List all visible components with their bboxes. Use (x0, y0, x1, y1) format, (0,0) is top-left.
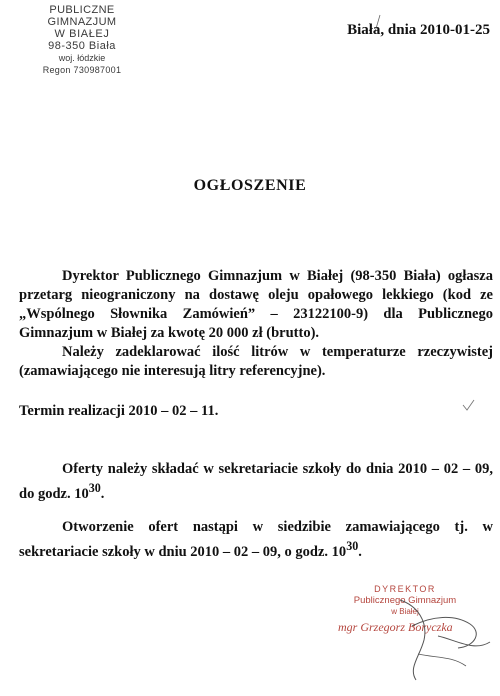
stamp-regon: Regon 730987001 (42, 65, 122, 75)
stamp-postal-address: 98-350 Biała (48, 40, 116, 52)
offers-time-superscript: 30 (88, 481, 101, 495)
deadline-text: Termin realizacji 2010 – 02 – 11. (19, 403, 219, 419)
director-stamp-title: DYREKTOR (374, 584, 436, 594)
paragraph-opening (19, 518, 493, 562)
handwritten-signature (358, 596, 498, 686)
declaration-text: Należy zadeklarować ilość litrów w temperaturze rzeczywistej (zamawiającego nie interesują litry referencyjne). (19, 344, 493, 379)
stamp-voivodeship: woj. łódzkie (58, 53, 106, 63)
paragraph-offers (19, 460, 493, 504)
stamp-school-name: PUBLICZNE GIMNAZJUM (47, 4, 117, 28)
school-header-stamp (18, 4, 146, 76)
offers-end: . (100, 485, 105, 502)
opening-text (19, 518, 493, 562)
paragraph-deadline (19, 402, 493, 421)
announcement-text: Dyrektor Publicznego Gimnazjum w Białej (98-350 Biała) ogłasza przetarg nieograniczony na dostawę oleju opałowego lekkiego (kod ze „Wspólnego Słownika Zamówień” – 23122100-9) dla Publicznego Gimnazjum w Białej za kwotę 20 000 zł (brutto). (19, 268, 493, 341)
document-title: OGŁOSZENIE (193, 177, 307, 194)
paragraph-declaration (19, 343, 493, 381)
director-stamp-school: Publicznego Gimnazjum (353, 595, 457, 606)
opening-main: Otworzenie ofert nastąpi w siedzibie zamawiającego tj. w sekretariacie szkoły w dniu 2010 – 02 – 09, o godz. 10 (19, 519, 493, 560)
director-stamp-location: w Białej (391, 607, 419, 616)
opening-time-superscript: 30 (346, 539, 359, 553)
director-name: mgr Grzegorz Boryczka (338, 620, 453, 634)
opening-end: . (358, 543, 362, 560)
offers-main: Oferty należy składać w sekretariacie szkoły do dnia 2010 – 02 – 09, do godz. 10 (19, 461, 493, 502)
stamp-school-location: W BIAŁEJ (54, 28, 110, 40)
document-date: Biała, dnia 2010-01-25 (347, 22, 490, 38)
paragraph-announcement (19, 267, 493, 343)
offers-text (19, 460, 493, 504)
